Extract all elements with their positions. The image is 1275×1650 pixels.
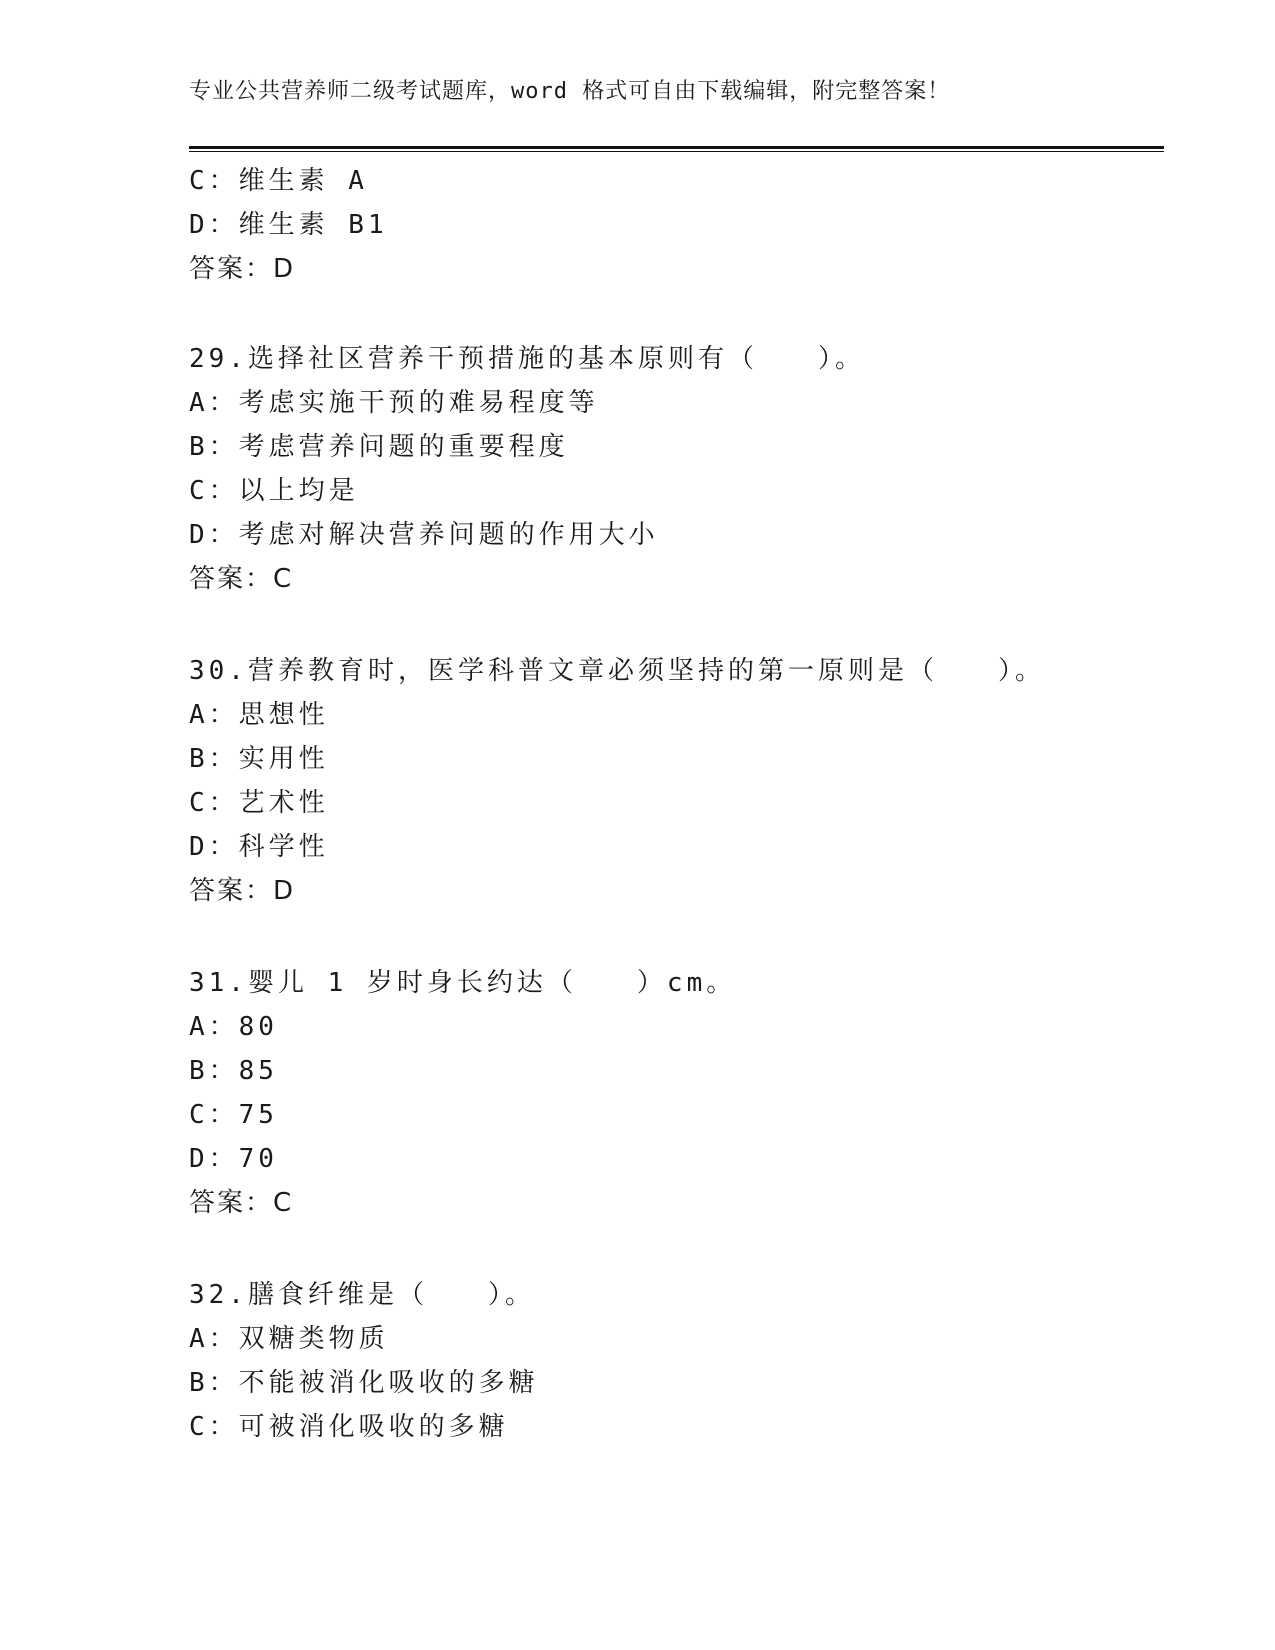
option-line: A：双糖类物质 (189, 1324, 389, 1354)
option-line: C：艺术性 (189, 788, 329, 818)
question-stem: 31.婴儿 1 岁时身长约达（ ）cm。 (189, 968, 737, 998)
answer-line: 答案：C (189, 1188, 294, 1218)
question-stem: 29.选择社区营养干预措施的基本原则有（ ）。 (189, 344, 865, 374)
option-line: B：考虑营养问题的重要程度 (189, 432, 569, 462)
option-line: A：80 (189, 1012, 278, 1042)
page-header: 专业公共营养师二级考试题库，word 格式可自由下载编辑，附完整答案！ (189, 79, 951, 104)
answer-line: 答案：C (189, 564, 294, 594)
header-rule-thick (189, 146, 1164, 149)
header-rule-thin (189, 151, 1164, 152)
option-line: B：85 (189, 1056, 278, 1086)
question-stem: 30.营养教育时，医学科普文章必须坚持的第一原则是（ ）。 (189, 656, 1045, 686)
option-line: C：以上均是 (189, 476, 359, 506)
option-line: C：75 (189, 1100, 278, 1130)
option-line: D：考虑对解决营养问题的作用大小 (189, 520, 659, 550)
answer-line: 答案：D (189, 876, 296, 906)
option-line: C：可被消化吸收的多糖 (189, 1412, 509, 1442)
answer-line: 答案：D (189, 254, 296, 284)
option-line: C：维生素 A (189, 166, 368, 196)
option-line: D：70 (189, 1144, 278, 1174)
option-line: B：不能被消化吸收的多糖 (189, 1368, 539, 1398)
option-line: D：维生素 B1 (189, 210, 388, 240)
option-line: D：科学性 (189, 832, 329, 862)
question-stem: 32.膳食纤维是（ ）。 (189, 1280, 535, 1310)
option-line: A：考虑实施干预的难易程度等 (189, 388, 599, 418)
option-line: A：思想性 (189, 700, 329, 730)
option-line: B：实用性 (189, 744, 329, 774)
